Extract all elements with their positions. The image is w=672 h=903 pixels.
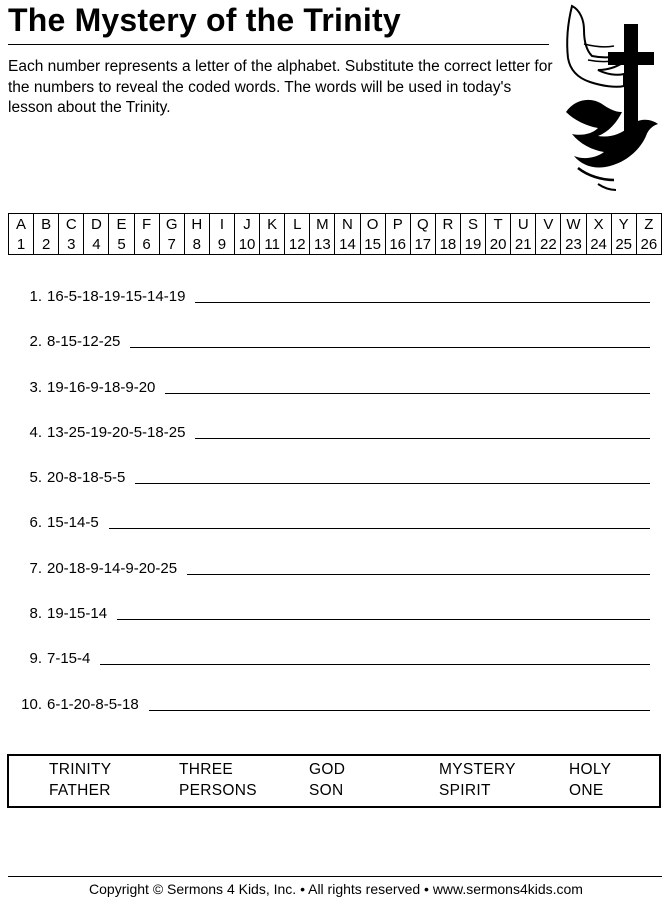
cipher-letter-cell: M — [310, 214, 335, 235]
answer-blank-line[interactable] — [165, 392, 650, 394]
cipher-number-cell: 4 — [84, 234, 109, 255]
cipher-letter-cell: B — [34, 214, 59, 235]
word-bank-word: FATHER — [49, 782, 111, 799]
cipher-number-cell: 20 — [486, 234, 511, 255]
cipher-number-cell: 14 — [335, 234, 360, 255]
cipher-letter-cell: L — [285, 214, 310, 235]
cipher-letter-cell: O — [360, 214, 385, 235]
cipher-letter-cell: W — [561, 214, 586, 235]
cipher-letter-cell: X — [586, 214, 611, 235]
puzzle-number: 8. — [29, 605, 42, 623]
puzzle-item — [10, 645, 650, 667]
cipher-number-cell: 17 — [410, 234, 435, 255]
puzzle-item — [10, 509, 650, 531]
cipher-numbers-row — [9, 234, 662, 255]
cipher-letter-cell: P — [385, 214, 410, 235]
puzzle-list — [10, 283, 650, 736]
cipher-letter-cell: H — [184, 214, 209, 235]
puzzle-code: 19-16-9-18-9-20 — [47, 378, 156, 396]
cipher-letter-cell: V — [536, 214, 561, 235]
cipher-number-cell: 11 — [260, 234, 285, 255]
word-bank-word: HOLY — [569, 761, 612, 778]
cipher-number-cell: 3 — [59, 234, 84, 255]
footer-divider — [8, 876, 662, 877]
cipher-number-cell: 18 — [435, 234, 460, 255]
word-bank-word: GOD — [309, 761, 346, 778]
cipher-letter-cell: K — [260, 214, 285, 235]
puzzle-item — [10, 464, 650, 486]
cipher-letter-cell: D — [84, 214, 109, 235]
answer-blank-line[interactable] — [130, 346, 650, 348]
copyright-footer: Copyright © Sermons 4 Kids, Inc. • All rights reserved • www.sermons4kids.com — [89, 881, 583, 897]
puzzle-item — [10, 283, 650, 305]
puzzle-number: 1. — [29, 288, 42, 305]
puzzle-code: 13-25-19-20-5-18-25 — [47, 423, 186, 441]
cipher-number-cell: 5 — [109, 234, 134, 255]
cipher-number-cell: 6 — [134, 234, 159, 255]
puzzle-number: 3. — [29, 378, 42, 396]
cipher-number-cell: 13 — [310, 234, 335, 255]
cipher-letter-cell: J — [234, 214, 259, 235]
cipher-number-cell: 22 — [536, 234, 561, 255]
puzzle-number: 2. — [29, 333, 42, 351]
cipher-number-cell: 16 — [385, 234, 410, 255]
answer-blank-line[interactable] — [149, 709, 650, 711]
cipher-letter-cell: C — [59, 214, 84, 235]
cipher-letter-cell: R — [435, 214, 460, 235]
cipher-letter-cell: Z — [636, 214, 661, 235]
puzzle-item — [10, 691, 650, 713]
cipher-number-cell: 10 — [234, 234, 259, 255]
cipher-number-cell: 24 — [586, 234, 611, 255]
answer-blank-line[interactable] — [100, 663, 650, 665]
cipher-letter-cell: E — [109, 214, 134, 235]
word-bank-word: SPIRIT — [439, 782, 491, 799]
word-bank-word: MYSTERY — [439, 761, 516, 778]
cipher-letter-cell: T — [486, 214, 511, 235]
word-bank-word: TRINITY — [49, 761, 112, 778]
puzzle-code: 20-18-9-14-9-20-25 — [47, 559, 178, 577]
cipher-number-cell: 9 — [209, 234, 234, 255]
cipher-number-cell: 15 — [360, 234, 385, 255]
word-bank-word: PERSONS — [179, 782, 257, 799]
puzzle-number: 4. — [29, 423, 42, 441]
hand-cross-dove-icon — [558, 0, 670, 192]
word-bank-word: ONE — [569, 782, 604, 799]
cipher-number-cell: 2 — [34, 234, 59, 255]
cipher-letters-row — [9, 214, 662, 235]
puzzle-code: 16-5-18-19-15-14-19 — [47, 288, 186, 305]
puzzle-code: 15-14-5 — [47, 514, 99, 532]
puzzle-number: 7. — [29, 559, 42, 577]
puzzle-item — [10, 555, 650, 577]
puzzle-code: 19-15-14 — [47, 605, 108, 623]
cipher-number-cell: 25 — [611, 234, 636, 255]
cipher-number-cell: 21 — [511, 234, 536, 255]
cipher-letter-cell: I — [209, 214, 234, 235]
answer-blank-line[interactable] — [135, 482, 650, 484]
cipher-number-cell: 8 — [184, 234, 209, 255]
puzzle-item — [10, 374, 650, 396]
cipher-number-cell: 12 — [285, 234, 310, 255]
word-bank-word: THREE — [179, 761, 234, 778]
cipher-letter-cell: S — [460, 214, 485, 235]
cipher-letter-cell: A — [9, 214, 34, 235]
cipher-number-cell: 26 — [636, 234, 661, 255]
cipher-letter-cell: G — [159, 214, 184, 235]
puzzle-code: 8-15-12-25 — [47, 333, 121, 351]
cipher-key-table — [8, 213, 662, 255]
puzzle-number: 10. — [21, 695, 42, 713]
cipher-letter-cell: Q — [410, 214, 435, 235]
cipher-letter-cell: Y — [611, 214, 636, 235]
answer-blank-line[interactable] — [187, 573, 650, 575]
answer-blank-line[interactable] — [195, 301, 650, 303]
word-bank — [7, 754, 661, 808]
answer-blank-line[interactable] — [117, 618, 650, 620]
puzzle-item — [10, 600, 650, 622]
instructions-text: Each number represents a letter of the alphabet. Substitute the correct letter for the numbers to reveal the coded words. The words will be used in today's lesson about the Trinity. — [8, 58, 553, 116]
puzzle-item — [10, 328, 650, 350]
puzzle-code: 6-1-20-8-5-18 — [47, 695, 139, 713]
cipher-letter-cell: N — [335, 214, 360, 235]
puzzle-code: 20-8-18-5-5 — [47, 469, 126, 487]
cipher-letter-cell: F — [134, 214, 159, 235]
cipher-number-cell: 23 — [561, 234, 586, 255]
cipher-letter-cell: U — [511, 214, 536, 235]
cipher-number-cell: 19 — [460, 234, 485, 255]
word-bank-grid — [49, 761, 649, 803]
puzzle-number: 5. — [29, 469, 42, 487]
puzzle-number: 9. — [29, 650, 42, 668]
cipher-number-cell: 1 — [9, 234, 34, 255]
answer-blank-line[interactable] — [109, 527, 650, 529]
puzzle-number: 6. — [29, 514, 42, 532]
puzzle-item — [10, 419, 650, 441]
cipher-number-cell: 7 — [159, 234, 184, 255]
answer-blank-line[interactable] — [195, 437, 650, 439]
title-divider — [8, 44, 549, 45]
puzzle-code: 7-15-4 — [47, 650, 91, 668]
word-bank-word: SON — [309, 782, 344, 799]
page-title: The Mystery of the Trinity — [8, 2, 401, 38]
